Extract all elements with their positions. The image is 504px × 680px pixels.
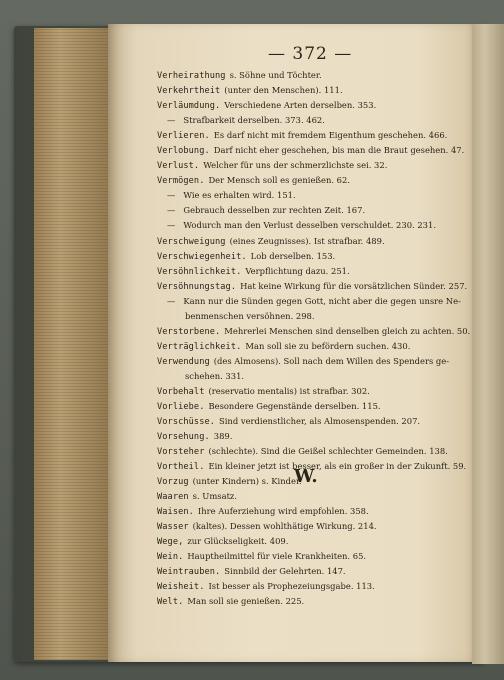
index-entry xyxy=(157,446,459,461)
index-entry xyxy=(157,356,459,371)
entry-text: (schlechte). Sind die Geißel schlechter Gemeinden. 138. xyxy=(208,446,448,457)
entry-headword: Wasser xyxy=(157,522,189,533)
entry-headword: Waisen. xyxy=(157,507,194,518)
index-entry xyxy=(157,251,459,266)
index-section-w xyxy=(157,491,459,611)
index-entry xyxy=(157,100,459,115)
continuation-dash: — xyxy=(167,115,176,126)
entry-text: Gebrauch desselben zur rechten Zeit. 167. xyxy=(183,205,366,216)
entry-headword: Verkehrtheit xyxy=(157,86,221,97)
index-entry xyxy=(157,596,459,611)
index-entry xyxy=(157,220,459,235)
entry-text: Hat keine Wirkung für die vorsätzlichen Sünder. 257. xyxy=(240,280,468,291)
continuation-dash: — xyxy=(167,220,176,231)
entry-headword: Wege, xyxy=(157,537,184,548)
index-entry xyxy=(157,506,459,521)
entry-headword: Vorliebe. xyxy=(157,402,205,413)
entry-text: (eines Zeugnisses). Ist strafbar. 489. xyxy=(229,235,385,246)
entry-headword: Vermögen. xyxy=(157,176,205,187)
entry-text: (des Almosens). Soll nach dem Willen des Spenders ge- xyxy=(213,355,450,366)
index-entry xyxy=(157,175,459,190)
index-entry xyxy=(157,70,459,85)
entry-text: Lob derselben. 153. xyxy=(250,250,336,261)
entry-headword: Vortheil. xyxy=(157,462,205,473)
entry-text: Der Mensch soll es genießen. 62. xyxy=(208,175,350,186)
index-entry xyxy=(157,296,459,311)
index-entry xyxy=(157,145,465,160)
section-heading-w: W. xyxy=(294,466,318,487)
index-entry xyxy=(157,536,459,551)
entry-text: Sind verdienstlicher, als Almosenspenden. 207. xyxy=(219,416,421,427)
entry-text: Sinnbild der Gelehrten. 147. xyxy=(224,566,346,577)
entry-headword: Versöhnlichkeit. xyxy=(157,266,242,277)
index-entry xyxy=(157,566,459,581)
entry-headword: Verstorbene. xyxy=(157,326,221,337)
entry-headword: Waaren xyxy=(157,492,189,502)
entry-headword: Versöhnungstag. xyxy=(157,281,237,292)
entry-text: (kaltes). Dessen wohlthätige Wirkung. 214. xyxy=(192,521,377,532)
entry-text: s. Söhne und Töchter. xyxy=(229,70,322,80)
entry-headword: Verträglichkeit. xyxy=(157,341,242,352)
entry-text: Man soll sie zu befördern suchen. 430. xyxy=(245,340,411,351)
entry-headword: Vorbehalt xyxy=(157,386,205,397)
index-entry xyxy=(157,551,459,566)
entry-headword: Verschwiegenheit. xyxy=(157,251,247,262)
entry-text: Strafbarkeit derselben. 373. 462. xyxy=(183,115,325,126)
entry-text: Wie es erhalten wird. 151. xyxy=(183,190,296,201)
entry-headword: Verschweigung xyxy=(157,236,226,247)
index-entry xyxy=(157,521,459,536)
index-entry xyxy=(157,401,459,416)
entry-text: Welcher für uns der schmerzlichste sei. 32. xyxy=(203,160,388,171)
entry-headword: Welt. xyxy=(157,597,184,608)
entry-text: Man soll sie genießen. 225. xyxy=(187,596,305,607)
entry-text: schehen. 331. xyxy=(185,370,245,381)
entry-headword: Verlieren. xyxy=(157,131,210,142)
page-number: — 372 — xyxy=(268,44,353,64)
index-entry xyxy=(157,280,468,296)
entry-text: zur Glückseligkeit. 409. xyxy=(187,536,289,547)
entry-text: Verschiedene Arten derselben. 353. xyxy=(224,100,377,111)
entry-text: Ist besser als Prophezeiungsgabe. 113. xyxy=(208,581,375,592)
entry-headword: Verlobung. xyxy=(157,146,210,157)
index-entry xyxy=(157,160,459,175)
entry-headword: Verlust. xyxy=(157,161,200,172)
entry-text: (unter den Menschen). 111. xyxy=(224,85,343,96)
entry-text: Ein kleiner jetzt ist besser, als ein großer in der Zukunft. 59. xyxy=(208,461,467,472)
index-entry xyxy=(157,341,459,356)
entry-text: Darf nicht eher geschehen, bis man die Braut gesehen. 47. xyxy=(213,145,465,156)
right-page-edges xyxy=(472,24,504,664)
entry-headword: Vorsehung. xyxy=(157,432,210,443)
index-entry xyxy=(157,491,459,506)
index-entry xyxy=(157,115,459,130)
entry-headword: Vorsteher xyxy=(157,447,205,458)
index-entry xyxy=(157,130,459,145)
entry-text: Mehrerlei Menschen sind denselben gleich zu achten. 50. xyxy=(224,325,471,336)
index-entry xyxy=(157,85,459,100)
index-entry xyxy=(157,325,471,341)
index-entry xyxy=(157,371,459,386)
entry-headword: Wein. xyxy=(157,552,184,563)
entry-headword: Vorzug xyxy=(157,477,189,488)
continuation-dash: — xyxy=(167,190,176,201)
entry-headword: Weintrauben. xyxy=(157,567,221,578)
index-entry xyxy=(157,190,459,205)
continuation-dash: — xyxy=(167,295,176,306)
entry-headword: Weisheit. xyxy=(157,582,205,593)
entry-text: 389. xyxy=(213,431,233,442)
continuation-dash: — xyxy=(167,205,176,216)
index-section-v xyxy=(157,70,471,491)
index-entry xyxy=(157,311,459,326)
entry-text: Kann nur die Sünden gegen Gott, nicht aber die gegen unsre Ne- xyxy=(183,295,461,306)
index-entry xyxy=(157,416,459,431)
index-entry xyxy=(157,266,459,281)
entry-text: Ihre Auferziehung wird empfohlen. 358. xyxy=(197,506,369,517)
entry-headword: Verwendung xyxy=(157,356,210,367)
entry-text: s. Umsatz. xyxy=(192,491,238,501)
entry-text: Besondere Gegenstände derselben. 115. xyxy=(208,401,381,412)
entry-headword: Vorschüsse. xyxy=(157,417,216,428)
index-entry xyxy=(157,431,459,446)
entry-text: Es darf nicht mit fremdem Eigenthum geschehen. 466. xyxy=(213,130,448,141)
index-entry xyxy=(157,581,459,596)
entry-headword: Verläumdung. xyxy=(157,101,221,112)
index-entry xyxy=(157,236,459,251)
entry-text: Verpflichtung dazu. 251. xyxy=(245,265,350,276)
index-entry xyxy=(157,205,459,220)
entry-text: benmenschen versöhnen. 298. xyxy=(185,310,315,321)
entry-text: (unter Kindern) s. Kinder. xyxy=(192,476,302,487)
entry-headword: Verheirathung xyxy=(157,71,226,81)
entry-text: Wodurch man den Verlust desselben verschuldet. 230. 231. xyxy=(183,220,436,231)
entry-text: Hauptheilmittel für viele Krankheiten. 65. xyxy=(187,551,367,562)
index-entry xyxy=(157,386,459,401)
entry-text: (reservatio mentalis) ist strafbar. 302. xyxy=(208,385,370,396)
